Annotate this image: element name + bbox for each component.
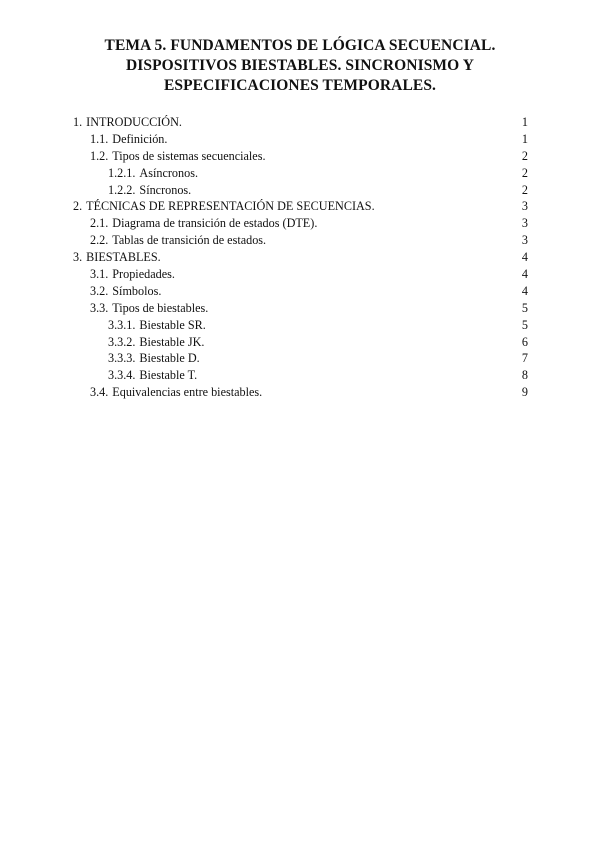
title-line-3: ESPECIFICACIONES TEMPORALES. bbox=[163, 77, 437, 94]
toc-entry-1-2-2[interactable] bbox=[73, 182, 528, 199]
toc-entry-page: 3 bbox=[521, 216, 528, 231]
toc-entry-page: 7 bbox=[521, 351, 528, 366]
toc-entry-page: 5 bbox=[521, 317, 528, 332]
document-title bbox=[60, 36, 540, 96]
toc-entry-title: Biestable D. bbox=[139, 351, 200, 366]
toc-entry-title: Tipos de biestables. bbox=[112, 300, 209, 315]
toc-entry-number: 3.4. bbox=[90, 385, 109, 400]
toc-entry-title: Diagrama de transición de estados (DTE). bbox=[112, 216, 318, 231]
toc-entry-number: 1.2. bbox=[90, 148, 109, 163]
toc-entry-3-3-2[interactable] bbox=[73, 334, 528, 351]
toc-entry-title: Biestable SR. bbox=[139, 317, 206, 332]
toc-entry-number: 3.3.2. bbox=[108, 334, 136, 349]
toc-entry-title: Propiedades. bbox=[112, 267, 175, 282]
toc-entry-number: 2. bbox=[73, 199, 83, 214]
title-line-2: DISPOSITIVOS BIESTABLES. SINCRONISMO Y bbox=[125, 57, 475, 74]
toc-entry-title: Equivalencias entre biestables. bbox=[112, 385, 263, 400]
toc-entry-title: Símbolos. bbox=[112, 283, 162, 298]
toc-entry-number: 3. bbox=[73, 250, 83, 265]
toc-entry-3-1[interactable] bbox=[73, 266, 528, 283]
toc-entry-3-3-1[interactable] bbox=[73, 317, 528, 334]
toc-entry-page: 2 bbox=[521, 148, 528, 163]
toc-entry-number: 2.2. bbox=[90, 233, 109, 248]
toc-entry-page: 4 bbox=[521, 283, 528, 298]
toc-entry-title: Asíncronos. bbox=[139, 165, 198, 180]
toc-entry-number: 3.2. bbox=[90, 283, 109, 298]
toc-entry-number: 2.1. bbox=[90, 216, 109, 231]
toc-entry-page: 8 bbox=[521, 368, 528, 383]
toc-entry-page: 2 bbox=[521, 182, 528, 197]
toc-entry-page: 9 bbox=[521, 385, 528, 400]
toc-entry-title: Síncronos. bbox=[139, 182, 192, 197]
toc-entry-2[interactable] bbox=[73, 198, 528, 215]
toc-entry-number: 3.3.1. bbox=[108, 317, 136, 332]
toc-entry-title: Biestable T. bbox=[139, 368, 198, 383]
toc-entry-number: 1.2.1. bbox=[108, 165, 136, 180]
toc-entry-page: 5 bbox=[521, 300, 528, 315]
toc-entry-title: INTRODUCCIÓN. bbox=[86, 115, 182, 129]
toc-entry-page: 4 bbox=[521, 250, 528, 265]
toc-entry-1-1[interactable] bbox=[73, 131, 528, 148]
toc-entry-3-4[interactable] bbox=[73, 384, 528, 401]
toc-entry-3-2[interactable] bbox=[73, 283, 528, 300]
toc-entry-page: 3 bbox=[521, 199, 528, 214]
toc-entry-page: 6 bbox=[521, 334, 528, 349]
toc-entry-title: Tablas de transición de estados. bbox=[112, 233, 267, 248]
toc-entry-title: Definición. bbox=[112, 131, 168, 146]
toc-entry-page: 2 bbox=[521, 165, 528, 180]
toc-entry-page: 3 bbox=[521, 233, 528, 248]
toc-entry-title: Tipos de sistemas secuenciales. bbox=[112, 148, 266, 163]
toc-entry-3-3-4[interactable] bbox=[73, 367, 528, 384]
toc-entry-1[interactable] bbox=[73, 114, 528, 131]
table-of-contents bbox=[73, 114, 528, 401]
toc-entry-2-1[interactable] bbox=[73, 215, 528, 232]
toc-entry-number: 3.3.3. bbox=[108, 351, 136, 366]
toc-entry-3-3-3[interactable] bbox=[73, 350, 528, 367]
toc-entry-3[interactable] bbox=[73, 249, 528, 266]
toc-entry-number: 3.1. bbox=[90, 267, 109, 282]
toc-entry-number: 1.1. bbox=[90, 131, 109, 146]
toc-entry-title: BIESTABLES. bbox=[86, 250, 161, 265]
toc-entry-1-2-1[interactable] bbox=[73, 165, 528, 182]
toc-entry-page: 1 bbox=[521, 115, 528, 129]
toc-entry-3-3[interactable] bbox=[73, 300, 528, 317]
toc-entry-number: 3.3. bbox=[90, 300, 109, 315]
toc-entry-page: 1 bbox=[521, 131, 528, 146]
toc-entry-page: 4 bbox=[521, 267, 528, 282]
toc-entry-2-2[interactable] bbox=[73, 232, 528, 249]
toc-entry-title: Biestable JK. bbox=[139, 334, 205, 349]
title-line-1: TEMA 5. FUNDAMENTOS DE LÓGICA SECUENCIAL. bbox=[104, 37, 496, 54]
toc-entry-number: 3.3.4. bbox=[108, 368, 136, 383]
toc-entry-number: 1.2.2. bbox=[108, 182, 136, 197]
toc-entry-number: 1. bbox=[73, 115, 83, 129]
toc-entry-title: TÉCNICAS DE REPRESENTACIÓN DE SECUENCIAS. bbox=[86, 199, 375, 214]
toc-entry-1-2[interactable] bbox=[73, 148, 528, 165]
